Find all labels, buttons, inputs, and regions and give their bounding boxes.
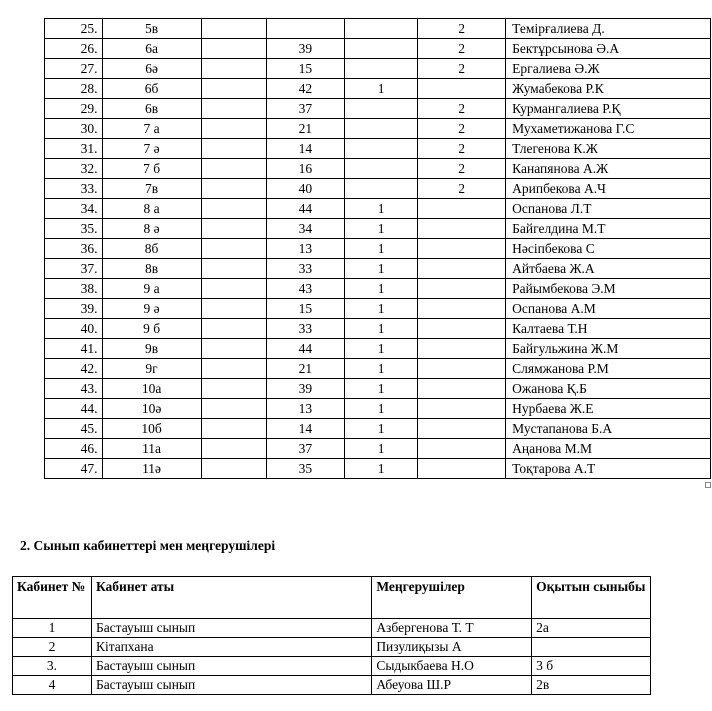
table-cell	[418, 219, 506, 239]
table-cell: 2	[418, 19, 506, 39]
table-cell	[201, 219, 266, 239]
table-cell: 1	[344, 259, 417, 279]
table-cell	[201, 379, 266, 399]
header-managers: Меңгерушілер	[372, 577, 532, 619]
table-cell	[344, 119, 417, 139]
table-cell	[201, 79, 266, 99]
table-cell: 21	[266, 359, 344, 379]
table-cell	[418, 79, 506, 99]
table-cell	[344, 139, 417, 159]
table-cell: 9 а	[102, 279, 201, 299]
table-cell: 33	[266, 259, 344, 279]
table-row	[45, 159, 711, 179]
table-cell: 47.	[45, 459, 103, 479]
table-cell: 27.	[45, 59, 103, 79]
table-row	[45, 139, 711, 159]
table-cell: 1	[344, 279, 417, 299]
table-cell	[418, 459, 506, 479]
table-cell: 7 б	[102, 159, 201, 179]
table-cell: 15	[266, 59, 344, 79]
table-row	[45, 459, 711, 479]
table-cell: 6б	[102, 79, 201, 99]
table-cell	[418, 319, 506, 339]
table-cell: 38.	[45, 279, 103, 299]
table-cell	[201, 459, 266, 479]
table-cell: Бастауыш сынып	[91, 619, 371, 638]
table-row	[45, 219, 711, 239]
header-cabinet-name: Кабинет аты	[91, 577, 371, 619]
table-cell: 1	[13, 619, 92, 638]
table-row	[45, 319, 711, 339]
table-cell: 8в	[102, 259, 201, 279]
table-row	[45, 239, 711, 259]
table-cell: 30.	[45, 119, 103, 139]
table-cell	[418, 199, 506, 219]
table-cell: 1	[344, 399, 417, 419]
table-cell	[266, 19, 344, 39]
table-cell: 6а	[102, 39, 201, 59]
table-row	[45, 259, 711, 279]
table-cell: 5в	[102, 19, 201, 39]
cabinet-table-body	[13, 619, 651, 695]
table-row	[45, 339, 711, 359]
table-cell: 1	[344, 199, 417, 219]
table-cell	[532, 638, 651, 657]
table-cell: Байгульжина Ж.М	[506, 339, 711, 359]
table-cell: 39	[266, 379, 344, 399]
class-table-body	[45, 19, 711, 479]
table-cell: Оспанова Л.Т	[506, 199, 711, 219]
table-row	[13, 657, 651, 676]
table-cell: 6в	[102, 99, 201, 119]
table-cell: 7 ә	[102, 139, 201, 159]
table-cell: Нурбаева Ж.Е	[506, 399, 711, 419]
table-row	[45, 279, 711, 299]
table-row	[45, 79, 711, 99]
table-cell: 39	[266, 39, 344, 59]
table-cell: 37.	[45, 259, 103, 279]
cabinet-table	[12, 576, 651, 695]
table-cell: 14	[266, 419, 344, 439]
table-cell: 14	[266, 139, 344, 159]
table-cell: Айтбаева Ж.А	[506, 259, 711, 279]
table-cell: 37	[266, 99, 344, 119]
table-cell	[418, 299, 506, 319]
table-cell: 2	[418, 39, 506, 59]
table-cell	[201, 99, 266, 119]
table-cell: 40.	[45, 319, 103, 339]
table-cell: 8 ә	[102, 219, 201, 239]
table-cell: 3.	[13, 657, 92, 676]
table-cell	[201, 279, 266, 299]
table-cell: 43	[266, 279, 344, 299]
table-cell: 32.	[45, 159, 103, 179]
table-cell: Кітапхана	[91, 638, 371, 657]
table-cell: Райымбекова Э.М	[506, 279, 711, 299]
table-cell: Ергалиева Ә.Ж	[506, 59, 711, 79]
table-cell: 25.	[45, 19, 103, 39]
table-cell: 33.	[45, 179, 103, 199]
table-cell: Тоқтарова А.Т	[506, 459, 711, 479]
table-cell: 2в	[532, 676, 651, 695]
table-cell: 1	[344, 219, 417, 239]
table-cell: 35.	[45, 219, 103, 239]
table-cell: 37	[266, 439, 344, 459]
table-cell: 44	[266, 339, 344, 359]
table-row	[45, 59, 711, 79]
table-cell: Арипбекова А.Ч	[506, 179, 711, 199]
table-cell: 44	[266, 199, 344, 219]
table-row	[45, 379, 711, 399]
table-cell: 42	[266, 79, 344, 99]
table-cell: Ожанова Қ.Б	[506, 379, 711, 399]
table-cell: 2	[418, 159, 506, 179]
table-cell	[201, 319, 266, 339]
table-cell: 43.	[45, 379, 103, 399]
table-cell: 1	[344, 239, 417, 259]
table-cell: 40	[266, 179, 344, 199]
table-cell: 1	[344, 339, 417, 359]
table-cell: Нәсіпбекова С	[506, 239, 711, 259]
table-cell: Бектұрсынова Ә.А	[506, 39, 711, 59]
table-cell	[344, 19, 417, 39]
table-cell: 9г	[102, 359, 201, 379]
header-taught-class: Оқытын сыныбы	[532, 577, 651, 619]
table-cell: 6ә	[102, 59, 201, 79]
table-cell: Мустапанова Б.А	[506, 419, 711, 439]
table-cell	[201, 39, 266, 59]
table-cell: 7 а	[102, 119, 201, 139]
table-cell: 2	[418, 59, 506, 79]
table-cell	[201, 159, 266, 179]
table-cell: 42.	[45, 359, 103, 379]
table-cell: 1	[344, 299, 417, 319]
table-cell: 10б	[102, 419, 201, 439]
table-row	[45, 199, 711, 219]
table-cell: 1	[344, 319, 417, 339]
table-cell: Тлегенова К.Ж	[506, 139, 711, 159]
table-cell: 3 б	[532, 657, 651, 676]
table-cell	[418, 399, 506, 419]
table-cell	[201, 119, 266, 139]
table-cell: 35	[266, 459, 344, 479]
table-row	[45, 419, 711, 439]
table-cell: Байгелдина М.Т	[506, 219, 711, 239]
table-cell	[201, 339, 266, 359]
table-cell: Аңанова М.М	[506, 439, 711, 459]
table-cell	[418, 279, 506, 299]
table-cell: 9 ә	[102, 299, 201, 319]
table-row	[45, 39, 711, 59]
table-cell: 2	[418, 99, 506, 119]
table-cell	[418, 419, 506, 439]
table-cell: 2а	[532, 619, 651, 638]
table-cell	[201, 299, 266, 319]
table-cell: Слямжанова Р.М	[506, 359, 711, 379]
table-row	[13, 676, 651, 695]
table-cell: Абеуова Ш.Р	[372, 676, 532, 695]
table-cell: 1	[344, 439, 417, 459]
table-cell	[201, 399, 266, 419]
table-cell: 16	[266, 159, 344, 179]
table-cell	[201, 179, 266, 199]
table-cell: 1	[344, 379, 417, 399]
table-cell: Жумабекова Р.К	[506, 79, 711, 99]
table-cell	[344, 59, 417, 79]
table-cell: Бастауыш сынып	[91, 657, 371, 676]
table-cell: 45.	[45, 419, 103, 439]
table-cell: Мухаметижанова Г.С	[506, 119, 711, 139]
table-cell: 11а	[102, 439, 201, 459]
table-cell: Бастауыш сынып	[91, 676, 371, 695]
table-cell	[201, 439, 266, 459]
table-cell: 9в	[102, 339, 201, 359]
table-cell: 41.	[45, 339, 103, 359]
table-cell: Азбергенова Т. Т	[372, 619, 532, 638]
table-cell: 4	[13, 676, 92, 695]
table-cell: 28.	[45, 79, 103, 99]
cabinet-table-header-row	[13, 577, 651, 619]
table-resize-handle[interactable]	[705, 482, 711, 488]
table-cell: 10ә	[102, 399, 201, 419]
table-row	[45, 359, 711, 379]
table-cell	[344, 99, 417, 119]
table-cell	[418, 439, 506, 459]
class-table	[44, 18, 711, 479]
table-cell: 13	[266, 239, 344, 259]
table-cell: 26.	[45, 39, 103, 59]
table-cell: 1	[344, 459, 417, 479]
table-cell	[201, 359, 266, 379]
table-cell	[201, 139, 266, 159]
table-cell: 34	[266, 219, 344, 239]
table-cell	[201, 419, 266, 439]
table-cell: 36.	[45, 239, 103, 259]
table-cell: 2	[13, 638, 92, 657]
table-cell: 29.	[45, 99, 103, 119]
table-cell: Темірғалиева Д.	[506, 19, 711, 39]
table-row	[45, 119, 711, 139]
table-cell: Калтаева Т.Н	[506, 319, 711, 339]
table-cell	[418, 359, 506, 379]
table-cell: 31.	[45, 139, 103, 159]
table-cell: 2	[418, 139, 506, 159]
table-row	[45, 99, 711, 119]
table-cell: 2	[418, 179, 506, 199]
table-cell	[418, 379, 506, 399]
table-cell: 11ә	[102, 459, 201, 479]
table-cell: 2	[418, 119, 506, 139]
table-cell: 1	[344, 79, 417, 99]
table-cell: 9 б	[102, 319, 201, 339]
table-row	[45, 439, 711, 459]
table-cell: 8б	[102, 239, 201, 259]
table-cell	[201, 199, 266, 219]
table-cell	[201, 19, 266, 39]
header-cabinet-number: Кабинет №	[13, 577, 92, 619]
table-cell	[418, 339, 506, 359]
table-row	[45, 399, 711, 419]
table-row	[13, 638, 651, 657]
table-cell	[344, 179, 417, 199]
table-row	[13, 619, 651, 638]
section-title: 2. Сынып кабинеттері мен меңгерушілері	[20, 538, 276, 553]
table-cell: 15	[266, 299, 344, 319]
table-cell: 46.	[45, 439, 103, 459]
table-cell: 39.	[45, 299, 103, 319]
table-cell: 10а	[102, 379, 201, 399]
table-cell: Пизулиқызы А	[372, 638, 532, 657]
table-row	[45, 179, 711, 199]
table-row	[45, 19, 711, 39]
table-cell: Курмангалиева Р.Қ	[506, 99, 711, 119]
table-cell: Канапянова А.Ж	[506, 159, 711, 179]
table-cell	[344, 39, 417, 59]
table-cell: 44.	[45, 399, 103, 419]
table-cell	[201, 239, 266, 259]
table-cell: 1	[344, 419, 417, 439]
table-cell: Оспанова А.М	[506, 299, 711, 319]
table-cell: 7в	[102, 179, 201, 199]
table-cell: 33	[266, 319, 344, 339]
table-cell	[201, 59, 266, 79]
table-cell	[344, 159, 417, 179]
table-row	[45, 299, 711, 319]
table-cell: 21	[266, 119, 344, 139]
table-cell: 34.	[45, 199, 103, 219]
table-cell	[418, 239, 506, 259]
table-cell: 1	[344, 359, 417, 379]
table-cell: 13	[266, 399, 344, 419]
table-cell	[418, 259, 506, 279]
table-cell: 8 а	[102, 199, 201, 219]
table-cell: Сыдыкбаева Н.О	[372, 657, 532, 676]
table-cell	[201, 259, 266, 279]
